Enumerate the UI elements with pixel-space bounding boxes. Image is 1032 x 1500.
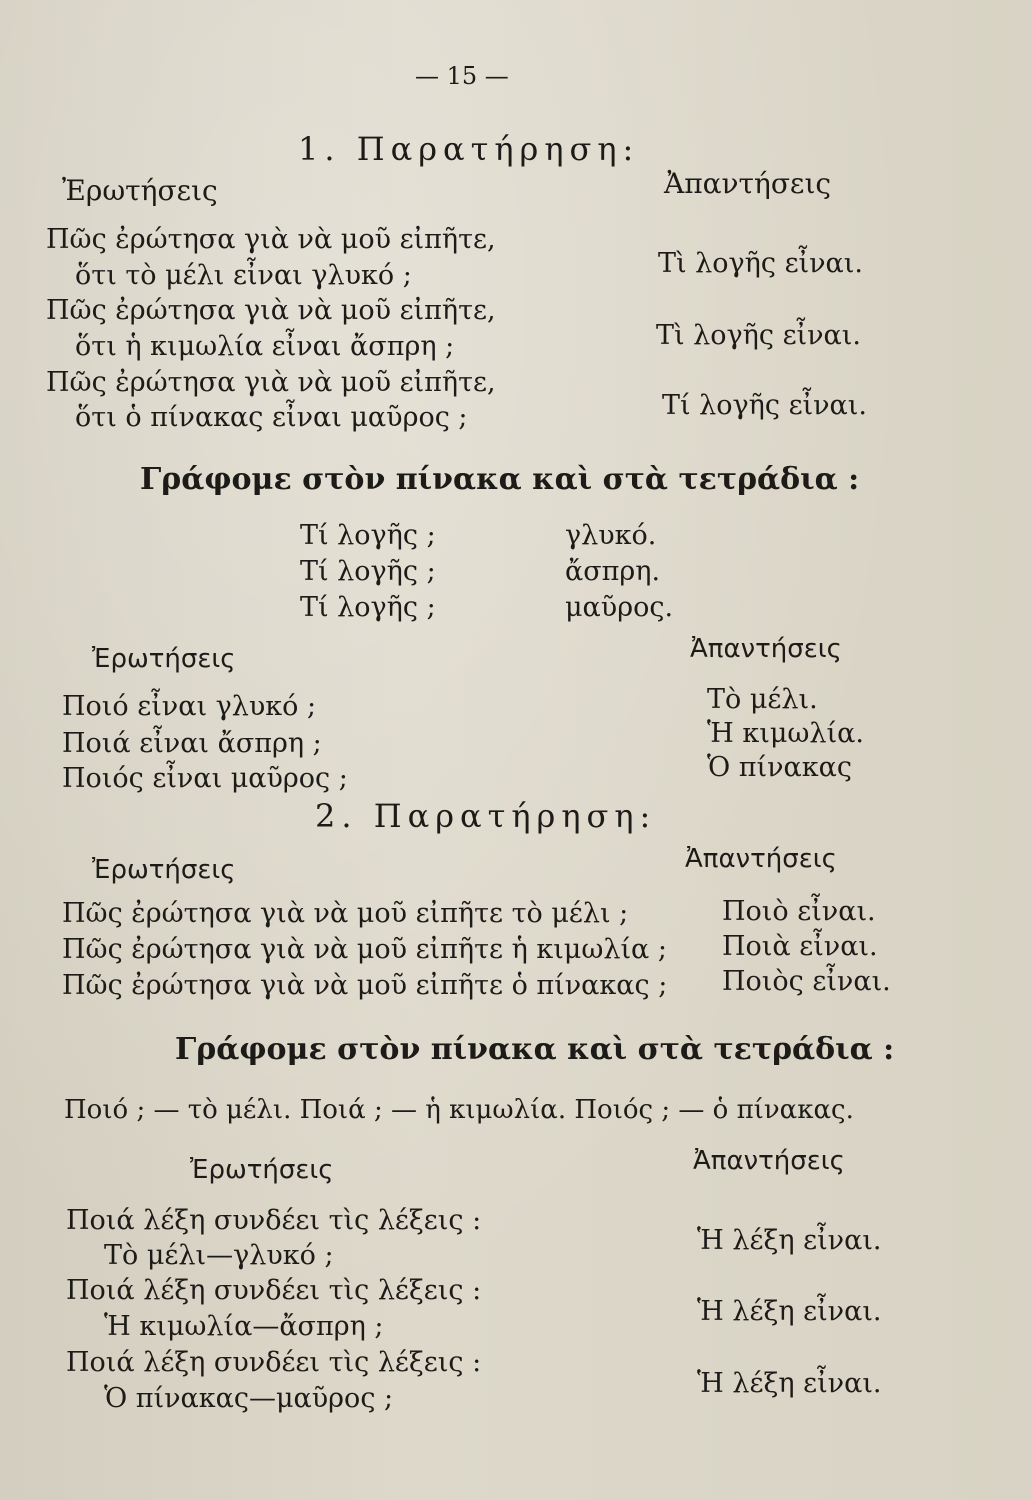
qa-3-questions-header: Ἐρωτήσεις: [190, 1155, 334, 1185]
qa-3-question-1-line-2: Τὸ μέλι—γλυκό ;: [104, 1240, 334, 1271]
section-2-question-3: Πῶς ἐρώτησα γιὰ νὰ μοῦ εἰπῆτε ὁ πίνακας ;: [62, 970, 668, 1001]
qa-2-questions-header: Ἐρωτήσεις: [92, 644, 236, 674]
section-2-question-1: Πῶς ἐρώτησα γιὰ νὰ μοῦ εἰπῆτε τὸ μέλι ;: [62, 898, 629, 929]
qa-2-question-1: Ποιό εἶναι γλυκό ;: [62, 691, 317, 722]
qa-3-question-2-line-2: Ἡ κιμωλία—ἄσπρη ;: [104, 1311, 384, 1342]
section-2-answer-2: Ποιὰ εἶναι.: [722, 931, 878, 962]
write-1-answer-1: γλυκό.: [565, 520, 657, 551]
section-2-answer-1: Ποιὸ εἶναι.: [722, 896, 876, 927]
section-2-title: 2. Παρατήρηση:: [315, 797, 657, 835]
section-1-answer-2: Τὶ λογῆς εἶναι.: [656, 320, 861, 351]
write-1-answer-2: ἄσπρη.: [565, 556, 661, 587]
section-1-answer-1: Τὶ λογῆς εἶναι.: [658, 248, 863, 279]
qa-3-question-3-line-1: Ποιά λέξη συνδέει τὶς λέξεις :: [66, 1347, 482, 1378]
qa-2-answers-header: Ἀπαντήσεις: [690, 634, 842, 664]
qa-2-answer-1: Τὸ μέλι.: [707, 684, 818, 715]
page-number: — 15 —: [415, 62, 509, 90]
qa-3-answer-3: Ἡ λέξη εἶναι.: [697, 1368, 882, 1399]
write-1-question-1: Τί λογῆς ;: [300, 520, 436, 551]
qa-2-answer-2: Ἡ κιμωλία.: [707, 718, 864, 749]
section-2-answer-3: Ποιὸς εἶναι.: [722, 966, 891, 997]
section-2-question-2: Πῶς ἐρώτησα γιὰ νὰ μοῦ εἰπῆτε ἡ κιμωλία ;: [62, 934, 667, 965]
section-1-question-3-line-1: Πῶς ἐρώτησα γιὰ νὰ μοῦ εἰπῆτε,: [46, 367, 496, 398]
qa-2-question-3: Ποιός εἶναι μαῦρος ;: [62, 763, 348, 794]
write-2-line: Ποιό ; — τὸ μέλι. Ποιά ; — ἡ κιμωλία. Ποιός ; — ὁ πίνακας.: [64, 1095, 854, 1125]
section-1-title: 1. Παρατήρηση:: [298, 130, 640, 168]
section-2-questions-header: Ἐρωτήσεις: [92, 855, 236, 885]
section-1-questions-header: Ἐρωτήσεις: [62, 174, 218, 207]
qa-2-answer-3: Ὁ πίνακας: [707, 752, 852, 783]
section-1-question-2-line-2: ὅτι ἡ κιμωλία εἶναι ἄσπρη ;: [75, 331, 455, 362]
section-2-answers-header: Ἀπαντήσεις: [685, 844, 837, 874]
section-1-question-2-line-1: Πῶς ἐρώτησα γιὰ νὰ μοῦ εἰπῆτε,: [46, 295, 496, 326]
write-1-heading: Γράφομε στὸν πίνακα καὶ στὰ τετράδια :: [140, 462, 860, 497]
qa-3-question-2-line-1: Ποιά λέξη συνδέει τὶς λέξεις :: [66, 1275, 482, 1306]
qa-3-question-1-line-1: Ποιά λέξη συνδέει τὶς λέξεις :: [66, 1205, 482, 1236]
section-1-question-3-line-2: ὅτι ὁ πίνακας εἶναι μαῦρος ;: [75, 402, 468, 433]
section-1-answer-3: Τί λογῆς εἶναι.: [662, 390, 867, 421]
section-1-question-1-line-2: ὅτι τὸ μέλι εἶναι γλυκό ;: [75, 260, 412, 291]
qa-3-question-3-line-2: Ὁ πίνακας—μαῦρος ;: [104, 1383, 394, 1414]
qa-2-question-2: Ποιά εἶναι ἄσπρη ;: [62, 728, 322, 759]
write-1-answer-3: μαῦρος.: [565, 592, 674, 623]
qa-3-answer-2: Ἡ λέξη εἶναι.: [697, 1296, 882, 1327]
write-2-heading: Γράφομε στὸν πίνακα καὶ στὰ τετράδια :: [175, 1032, 895, 1067]
qa-3-answer-1: Ἡ λέξη εἶναι.: [697, 1225, 882, 1256]
section-1-answers-header: Ἀπαντήσεις: [664, 167, 832, 200]
write-1-question-2: Τί λογῆς ;: [300, 556, 436, 587]
qa-3-answers-header: Ἀπαντήσεις: [693, 1146, 845, 1176]
section-1-question-1-line-1: Πῶς ἐρώτησα γιὰ νὰ μοῦ εἰπῆτε,: [46, 224, 496, 255]
write-1-question-3: Τί λογῆς ;: [300, 592, 436, 623]
